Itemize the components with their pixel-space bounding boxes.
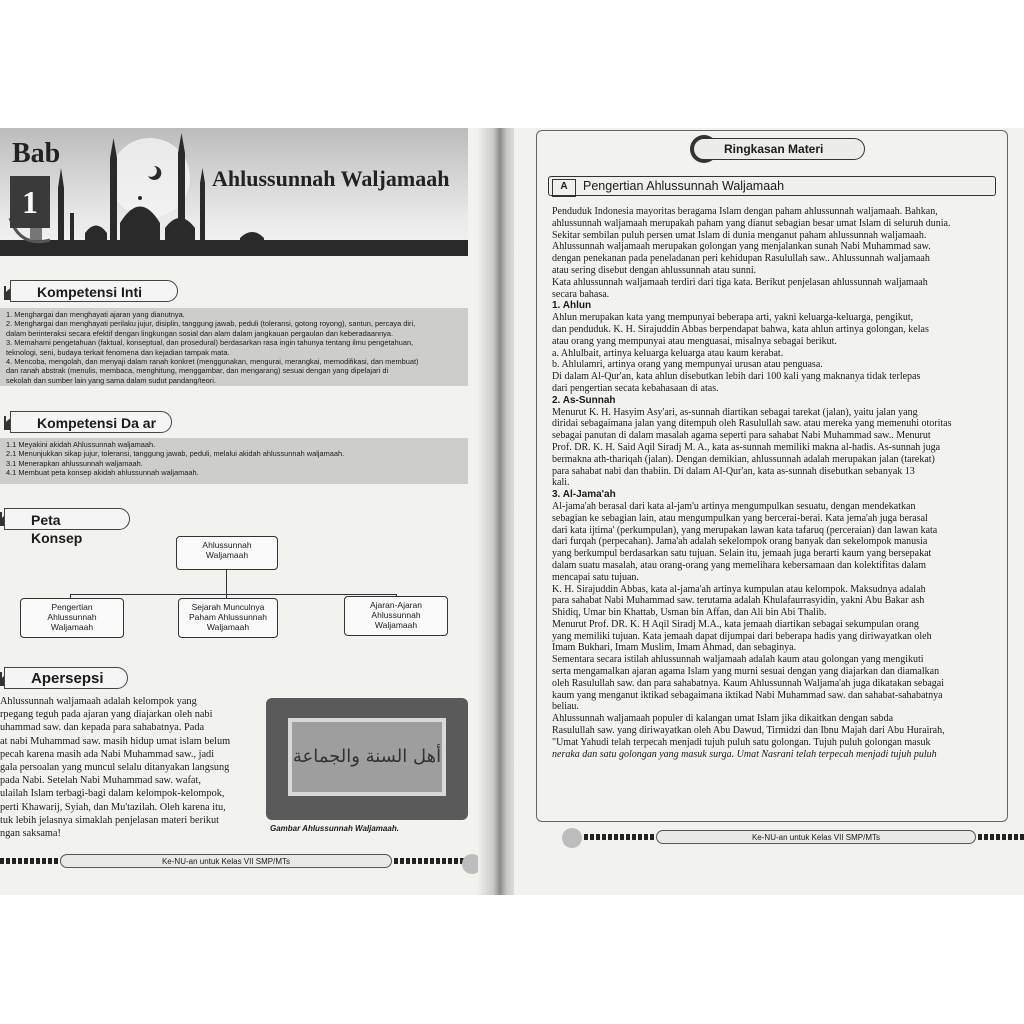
- text-line: Shidiq, Umar bin Khattab, Usman bin Affan, dan Ali bin Abi Thalib.: [552, 607, 827, 619]
- box-line: Waljamaah: [374, 620, 418, 630]
- list-item: sekolah dan sumber lain yang sama dalam sudut pandang/teori.: [6, 375, 216, 385]
- text-line: bermakna ath-thariqah (jalan). Dengan demikian, ahlussunnah adalah merupakan jalan (tarekat): [552, 453, 935, 465]
- ringkasan-materi-heading: Ringkasan Materi: [693, 138, 865, 160]
- page-footer: Ke-NU-an untuk Kelas VII SMP/MTs: [656, 830, 976, 844]
- text-line: yang memiliki tujuan. Kata jemaah dapat dijumpai dari beberapa hadis yang diriwayatkan oleh: [552, 630, 932, 642]
- chapter-header: [0, 128, 468, 256]
- text-line: Ahlussunnah waljamaah populer di kalangan umat Islam jika dikaitkan dengan sabda: [552, 713, 894, 725]
- text-line: dengan penekanan pada peneladanan peri kehidupan Rasulullah saw.. Ahlussunnah waljamaah: [552, 253, 930, 265]
- text-line: sebagian ke sebagian lain, atau mengumpulkan yang bercerai-berai. Kata jema'ah juga berasal: [552, 512, 928, 524]
- text-line: Prof. DR. K. H. Said Aqil Siradj M. A., kata as-sunnah memiliki makna al-hadis. As-sunnah juga: [552, 441, 941, 453]
- text-line: diridai sebagaimana jalan yang ditempuh oleh Rasulullah saw. atau mereka yang memenuhi otoritas: [552, 418, 952, 430]
- text-line: at nabi Muhammad saw. masih hidup umat islam belum: [0, 735, 231, 747]
- text-line: Al-jama'ah berasal dari kata al-jam'u artinya mengumpulkan sesuatu, dengan mendekatkan: [552, 500, 916, 512]
- text-line: Ahlussunnah waljamaah adalah kelompok yang: [0, 696, 197, 707]
- right-body-text: [552, 206, 1022, 760]
- text-line: mencapai satu tujuan.: [552, 571, 639, 583]
- peta-konsep-heading: Peta Konsep: [4, 508, 130, 530]
- kompetensi-inti-list: [0, 308, 468, 386]
- text-line: Kata ahlussunnah waljamaah terdiri dari tiga kata. Berikut penjelasan ahlussunnah waljamaah: [552, 276, 928, 288]
- text-line: b. Ahlulamri, artinya orang yang mempunyai urusan atau penguasa.: [552, 359, 823, 371]
- mosque-skyline-illustration: [0, 128, 468, 256]
- box-line: Ahlussunnah: [47, 612, 97, 622]
- box-line: Waljamaah: [205, 550, 249, 560]
- kompetensi-dasar-heading: Kompetensi Da ar: [10, 411, 172, 433]
- text-line: secara bahasa.: [552, 288, 610, 300]
- text-line: Penduduk Indonesia mayoritas beragama Islam dengan paham ahlussunnah waljamaah. Bahkan,: [552, 206, 938, 217]
- calligraphy-image: [266, 698, 468, 820]
- box-line: Ajaran-Ajaran: [370, 600, 422, 610]
- section-letter-icon: A: [552, 179, 576, 197]
- text-line: Sekitar sembilan puluh persen umat Islam di dunia menganut paham ahlussunnah waljamaah.: [552, 229, 927, 241]
- list-item: 1.1 Meyakini akidah Ahlussunnah waljamaah.: [6, 440, 156, 449]
- chapter-number: 1: [10, 176, 50, 228]
- page-footer: Ke-NU-an untuk Kelas VII SMP/MTs: [60, 854, 392, 868]
- open-book: [0, 128, 1024, 895]
- subheading: 1. Ahlun: [552, 300, 592, 312]
- ornament-band: [0, 858, 58, 864]
- text-line: "Umat Yahudi telah terpecah menjadi tujuh puluh satu golongan. Tujuh puluh golongan masuk: [552, 736, 931, 748]
- text-line: ngan saksama!: [0, 828, 61, 840]
- subheading: 2. As-Sunnah: [552, 394, 616, 406]
- bab-label: Bab: [12, 138, 61, 169]
- text-line: ahlussunnah waljamaah merupakah paham yang dianut sebagian besar umat Islam di seluruh dunia.: [552, 217, 951, 229]
- text-line: dan penduduk. K. H. Sirajuddin Abbas berpendapat bahwa, kata ahlun artinya golongan, kelas: [552, 323, 929, 335]
- text-line: pada Nabi. Setelah Nabi Muhammad saw. wafat,: [0, 775, 201, 787]
- apersepsi-heading: Apersepsi: [4, 667, 128, 689]
- list-item: dan ranah abstrak (menulis, membaca, menghitung, menggambar, dan mengarang) sesuai dengan yang dipelajari di: [6, 366, 389, 376]
- text-line: K. H. Sirajuddin Abbas, kata al-jama'ah artinya kumpulan atau kelompok. Maksudnya adalah: [552, 583, 926, 595]
- image-caption: Gambar Ahlussunnah Waljamaah.: [270, 824, 399, 833]
- text-line: Ahlussunnah waljamaah merupakan golongan yang menjalankan sunah Nabi Muhammad saw.: [552, 241, 931, 253]
- concept-box-pengertian: [20, 598, 124, 638]
- list-item: dalam berinteraksi secara efektif dengan lingkungan sosial dan alam dalam jangkauan pergaulan dan keberadaannya.: [6, 328, 394, 338]
- text-line: dalam suatu masalah, atau orang-orang yang memelihara kebersamaan dan kolektifitas dalam: [552, 559, 927, 571]
- subheading: 3. Al-Jama'ah: [552, 489, 616, 501]
- text-line: tuk lebih jelasnya simaklah penjelasan materi berikut: [0, 814, 220, 826]
- concept-box-sejarah: [178, 598, 278, 638]
- text-line: pecah karena masih ada Nabi Muhammad saw., jadi: [0, 748, 215, 760]
- box-line: Pengertian: [51, 602, 93, 612]
- calligraphy-text: أهل السنة والجماعة: [292, 746, 442, 767]
- box-line: Waljamaah: [206, 622, 250, 632]
- text-line: dari furqah (perpecahan). Jama'ah adalah sekelompok orang banyak dan sekelompok manusia: [552, 536, 928, 548]
- box-line: Ahlussunnah: [371, 610, 421, 620]
- text-line: oleh Rasulullah saw. dan para sahabatnya. Kaum Ahlussunnah Waljama'ah juga dikatakan sebagai: [552, 677, 944, 689]
- list-item: 1. Menghargai dan menghayati ajaran yang dianutnya.: [6, 310, 185, 319]
- concept-root-box: [176, 536, 278, 570]
- text-line: Rasulullah saw. yang diriwayatkan oleh Abu Dawud, Tirmidzi dan Ibnu Majah dari Abu Hurairah,: [552, 725, 945, 737]
- text-line: neraka dan satu golongan yang masuk surga. Umat Nasrani telah terpecah menjadi tujuh puluh: [552, 748, 937, 760]
- text-line: para sahabat Nabi Muhammad saw. terutama adalah Khulafaurrasyidin, yakni Abu Bakar ash: [552, 595, 925, 607]
- section-heading: Pengertian Ahlussunnah Waljamaah: [548, 176, 996, 196]
- text-line: Sementara secara istilah ahlussunnah waljamaah adalah kaum atau golongan yang mengikuti: [552, 654, 924, 666]
- text-line: ulailah Islam terbagi-bagi dalam kelompok-kelompok,: [0, 788, 225, 800]
- text-line: rpegang teguh pada ajaran yang diajarkan oleh nabi: [0, 709, 213, 721]
- text-line: para sahabat nabi dan thabiin. Di dalam Al-Qur'an, kata as-sunnah disebutkan sebanyak 13: [552, 465, 915, 477]
- text-line: beliau.: [552, 701, 579, 713]
- text-line: kaum yang menganut iktikad sebagaimana iktikad Nabi Muhammad saw. dan sahabat-sahabatnya: [552, 689, 943, 701]
- ornament-band: [394, 858, 468, 864]
- ornament-band: [978, 834, 1024, 840]
- list-item: 2.1 Menunjukkan sikap jujur, toleransi, tanggung jawab, peduli, melalui akidah ahlussunnah waljamaah.: [6, 449, 345, 459]
- list-item: teknologi, seni, budaya terkait fenomena dan kejadian tampak mata.: [6, 347, 230, 357]
- text-line: a. Ahlulbait, artinya keluarga keluarga atau kaum kerabat.: [552, 347, 784, 359]
- kompetensi-dasar-list: [0, 438, 468, 484]
- text-line: dari pengertian secata kebahasaan di atas.: [552, 382, 719, 394]
- text-line: sebagai panutan di dalam masalah agama seperti para sahabat Nabi Muhammad saw.. Menurut: [552, 430, 931, 442]
- text-line: perti Khawarij, Syiah, dan Mu'tazilah. Oleh karena itu,: [0, 801, 226, 813]
- text-line: dari kata ijtima' (perkumpulan), yang merupakan lawan kata tafaruq (perceraian) dan lawan kata: [552, 524, 938, 536]
- connector-line: [70, 594, 396, 595]
- left-page: [0, 128, 486, 895]
- concept-box-ajaran: [344, 596, 448, 636]
- box-line: Ahlussunnah: [202, 540, 252, 550]
- calligraphy-panel: [288, 718, 446, 796]
- list-item: 4. Mencoba, mengolah, dan menyaji dalam ranah konkret (menggunakan, mengurai, merangkai, memodifikasi, dan membuat): [6, 357, 419, 367]
- kompetensi-inti-heading: Kompetensi Inti: [10, 280, 178, 302]
- text-line: Menurut Prof. DR. K. H Aqil Siradj M.A., kata jemaah diartikan sebagai sekumpulan orang: [552, 618, 919, 630]
- text-line: Imam Bukhari, Imam Muslim, Imam Ahmad, dan sebaginya.: [552, 642, 797, 654]
- page-corner-dot: [562, 828, 582, 848]
- box-line: Paham Ahlussunnah: [189, 612, 267, 622]
- text-line: gala persoalan yang muncul selalu ditanyakan langsung: [0, 762, 230, 774]
- text-line: atau orang yang mempunyai atau menguasai, misalnya sebagai berikut.: [552, 335, 837, 347]
- apersepsi-text: [0, 695, 262, 840]
- chapter-title: Ahlussunnah Waljamaah: [212, 166, 450, 191]
- text-line: uhammad saw. dan kepada para sahabatnya. Pada: [0, 722, 205, 734]
- connector-line: [226, 570, 227, 594]
- text-line: atau sering disebut dengan ahlussunnah atau sunni.: [552, 264, 757, 276]
- box-line: Sejarah Munculnya: [191, 602, 265, 612]
- list-item: 4.1 Membuat peta konsep akidah ahlussunnah waljamaah.: [6, 468, 199, 478]
- text-line: serta mengamalkan ajaran agama Islam yang murni sesuai dengan yang diajarkan dan diamalkan: [552, 666, 940, 678]
- text-line: yang berkumpul berdasarkan satu tujuan. Selain itu, jemaah juga berarti kaum yang bersepakat: [552, 548, 932, 560]
- text-line: Di dalam Al-Qur'an, kata ahlun disebutkan lebih dari 100 kali yang maknanya tidak terlepas: [552, 371, 921, 383]
- list-item: 2. Menghargai dan menghayati perilaku jujur, disiplin, tanggung jawab, peduli (toleransi, gotong royong), santun, percaya diri,: [6, 319, 416, 329]
- text-line: Ahlun merupakan kata yang mempunyai beberapa arti, yakni keluarga-keluarga, pengikut,: [552, 312, 914, 324]
- box-line: Waljamaah: [50, 622, 94, 632]
- text-line: kali.: [552, 477, 570, 489]
- list-item: 3.1 Menerapkan ahlussunnah waljamaah.: [6, 458, 143, 468]
- list-item: 3. Memahami pengetahuan (faktual, konseptual, dan prosedural) berdasarkan rasa ingin tahunya tentang ilmu pengetahuan,: [6, 338, 414, 348]
- ornament-band: [584, 834, 654, 840]
- text-line: Menurut K. H. Hasyim Asy'ari, as-sunnah diartikan sebagai tarekat (jalan), yaitu jalan yang: [552, 406, 918, 418]
